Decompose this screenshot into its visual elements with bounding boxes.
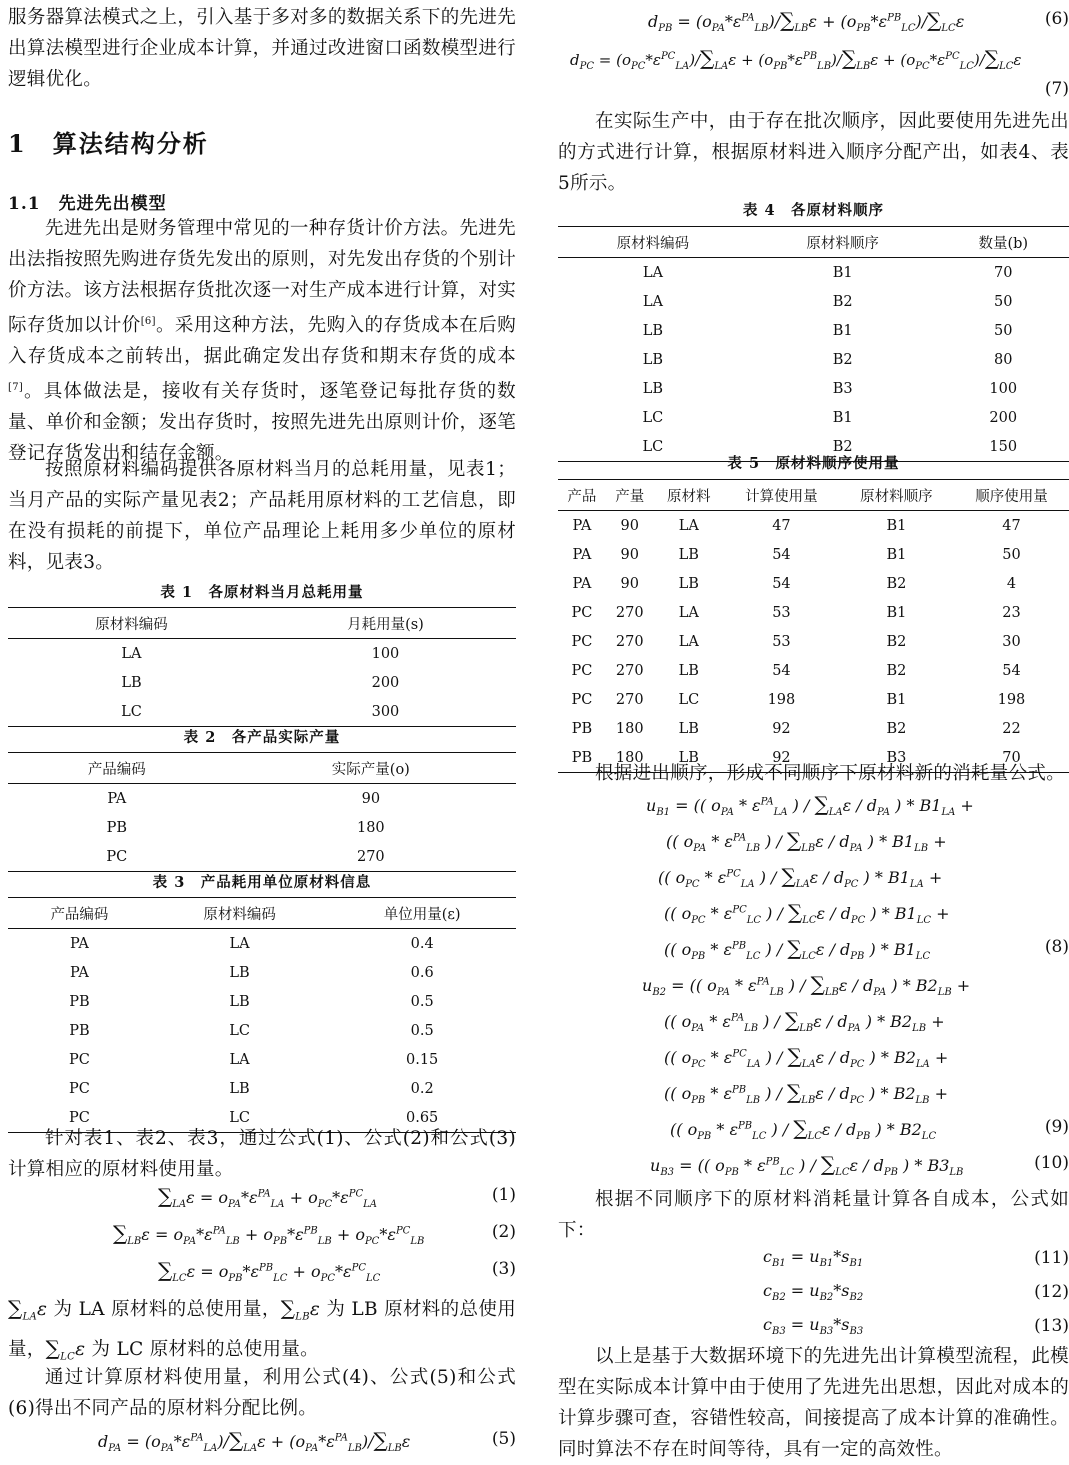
table-cell: LB — [642, 380, 664, 397]
paragraph-batch-order: 在实际生产中，由于存在批次顺序，因此要使用先进先出的方式进行计算，根据原材料进入顺序分配产出，如表4、表5所示。 — [558, 111, 1069, 194]
equation-5: $d_{PA} = (o_{PA}*\varepsilon^{PA}_{LA})/\sum_{LA}\varepsilon + (o_{PA}*\varepsilon^{PA}_{LB})/\sum_{LB}\varepsilon$ (5) — [98, 1428, 516, 1455]
table-cell: B2 — [748, 432, 938, 462]
table-cell: 90 — [361, 790, 381, 807]
table-row — [8, 784, 516, 814]
table-cell: PB — [69, 993, 90, 1010]
table-row — [8, 1074, 516, 1103]
table-cell: B1 — [886, 604, 907, 621]
table2-header: 实际产量(o) — [226, 753, 516, 784]
table-cell: 92 — [772, 720, 791, 737]
equation-9-line3: (( $o_{PC} * \varepsilon^{PC}_{LA}$ ) / $\sum_{LA}\varepsilon / d_{PC}$ ) * $B2_{LA}$ + — [664, 1044, 949, 1071]
table-cell: LA — [642, 264, 663, 281]
table-cell: LC — [678, 691, 700, 708]
table-row — [558, 540, 1069, 569]
table-cell: LA — [678, 517, 699, 534]
table-cell: PC — [8, 1103, 151, 1133]
table-row — [8, 639, 516, 669]
table2 — [8, 752, 516, 872]
table-cell: B2 — [832, 293, 853, 310]
paragraph-ratio-intro: 通过计算原材料使用量，利用公式(4)、公式(5)和公式(6)得出不同产品的原材料分配比例。 — [8, 1367, 516, 1419]
table-cell: 90 — [620, 546, 639, 563]
paragraph-fifo — [8, 213, 516, 469]
table-cell: 53 — [772, 604, 791, 621]
table-row — [8, 987, 516, 1016]
table-cell: 22 — [1002, 720, 1021, 737]
table-cell: 47 — [1002, 517, 1021, 534]
table-cell: 92 — [724, 743, 839, 773]
equation-13: $c_{B3} = u_{B3}*s_{B3}$ (13) — [763, 1315, 1069, 1338]
table5-header: 顺序使用量 — [954, 480, 1069, 511]
table-row — [558, 403, 1069, 432]
table5-header: 原材料顺序 — [839, 480, 954, 511]
table3-header: 原材料编码 — [151, 898, 328, 929]
equation-9-line1: $u_{B2}$ = (( $o_{PA} * \varepsilon^{PA}_{LB}$ ) / $\sum_{LB}\varepsilon / d_{PA}$ ) * $B2_{LB}$ + — [642, 972, 971, 999]
table-row — [558, 511, 1069, 541]
table-cell: B3 — [839, 743, 954, 773]
subsection-title: 1.1 先进先出模型 — [8, 194, 167, 214]
table-cell: 150 — [938, 432, 1069, 462]
table-cell: PB — [69, 1022, 90, 1039]
table-cell: B1 — [886, 517, 907, 534]
equation-number: (10) — [1034, 1153, 1069, 1173]
equation-number: (11) — [1034, 1248, 1069, 1268]
table-cell: 270 — [226, 842, 516, 872]
table-cell: LA — [678, 604, 699, 621]
table-cell: PB — [571, 720, 593, 737]
table3-header: 产品编码 — [8, 898, 151, 929]
table-cell: 70 — [954, 743, 1069, 773]
table3 — [8, 897, 516, 1133]
table-cell: B2 — [886, 633, 907, 650]
table-cell: PA — [572, 546, 592, 563]
table-cell: 300 — [255, 697, 516, 727]
table-cell: 90 — [620, 575, 639, 592]
citation-7: [7] — [8, 382, 24, 394]
equation-number: (6) — [1044, 9, 1069, 29]
paragraph-formula-intro: 针对表1、表2、表3，通过公式(1)、公式(2)和公式(3)计算相应的原材料使用量。 — [8, 1128, 516, 1180]
table-row — [558, 714, 1069, 743]
table-cell: 47 — [772, 517, 791, 534]
table4 — [558, 226, 1069, 462]
table-cell: LB — [229, 993, 250, 1010]
table-cell: PC — [8, 842, 226, 872]
table-cell: PB — [558, 743, 606, 773]
table-cell: 70 — [994, 264, 1013, 281]
equation-number: (9) — [1044, 1117, 1069, 1137]
table-cell: B1 — [886, 691, 907, 708]
table-row — [8, 813, 516, 842]
table-cell: B1 — [886, 546, 907, 563]
equation-number: (5) — [491, 1429, 516, 1449]
table-row — [558, 656, 1069, 685]
paragraph-fifo-part3: 。具体做法是，接收有关存货时，逐笔登记每批存货的数量、单价和金额；发出存货时，按照先进先出原则计价，逐笔登记存货发出和结存金额。 — [8, 381, 516, 465]
table-cell: 80 — [994, 351, 1013, 368]
table-row — [8, 842, 516, 872]
equation-10: $u_{B3}$ = (( $o_{PB} * \varepsilon^{PB}_{LC}$ ) / $\sum_{LC}\varepsilon / d_{PB}$ ) * $B3_{LB}$ (10) — [650, 1152, 1069, 1179]
table-cell: 50 — [994, 322, 1013, 339]
equation-9-line4: (( $o_{PB} * \varepsilon^{PB}_{LB}$ ) / $\sum_{LB}\varepsilon / d_{PC}$ ) * $B2_{LB}$ + — [664, 1080, 949, 1107]
table-cell: 54 — [1002, 662, 1021, 679]
equation-6: $d_{PB} = (o_{PA}*\varepsilon^{PA}_{LB})/\sum_{LB}\varepsilon + (o_{PB}*\varepsilon^{PB}_{LC})/\sum_{LC}\varepsilon$ (6) — [648, 8, 1069, 35]
equation-8-line1: $u_{B1}$ = (( $o_{PA} * \varepsilon^{PA}_{LA}$ ) / $\sum_{LA}\varepsilon / d_{PA}$ ) * $B1_{LA}$ + — [646, 792, 974, 819]
sum-def-la: 为 LA 原材料的总使用量， — [53, 1299, 281, 1320]
section-title: 1 算法结构分析 — [8, 129, 209, 158]
table-row — [8, 929, 516, 959]
table-cell: LB — [678, 662, 699, 679]
table-cell: PA — [69, 964, 89, 981]
table5-header: 原材料 — [654, 480, 724, 511]
table-cell: LC — [229, 1022, 250, 1039]
paragraph-conclusion: 以上是基于大数据环境下的先进先出计算模型流程，此模型在实际成本计算中由于使用了先进先出思想，因此对成本的计算步骤可查，容错性较高，间接提高了成本计算的准确性。同时算法不存在时间等待，具有一定的高效性。 — [558, 1346, 1069, 1460]
paragraph-sum-definitions: $\sum_{LA}\varepsilon$ 为 LA 原材料的总使用量，$\sum_{LB}\varepsilon$ 为 LB 原材料的总使用量，$\sum_{LC}\varepsilon$ 为 LC 原材料的总使用量。 — [8, 1296, 516, 1363]
table-cell: LB — [678, 546, 699, 563]
table-cell: LA — [642, 293, 663, 310]
table-cell: 50 — [1002, 546, 1021, 563]
table-row — [558, 258, 1069, 288]
table-row — [558, 374, 1069, 403]
equation-number: (13) — [1034, 1316, 1069, 1336]
table-cell: LB — [229, 964, 250, 981]
table-cell: 0.5 — [410, 993, 434, 1010]
table-cell: 23 — [1002, 604, 1021, 621]
equation-number: (7) — [1044, 79, 1069, 99]
table3-header: 单位用量(ε) — [328, 898, 516, 929]
table4-header: 原材料顺序 — [748, 227, 938, 258]
table-row — [8, 668, 516, 697]
table5-header: 计算使用量 — [724, 480, 839, 511]
table5-caption: 表 5 原材料顺序使用量 — [727, 455, 900, 472]
table-cell: 0.2 — [410, 1080, 434, 1097]
table-cell: 270 — [615, 691, 644, 708]
table-cell: B1 — [832, 409, 853, 426]
table-cell: 30 — [1002, 633, 1021, 650]
paragraph-fifo-part1: 先进先出是财务管理中常见的一种存货计价方法。先进先出法指按照先购进存货先发出的原则，对先发出存货的个别计价方法。该方法根据存货批次逐一对生产成本进行计算，对实际存货加以计价 — [8, 218, 516, 337]
table-cell: B2 — [886, 662, 907, 679]
table-cell: 198 — [767, 691, 796, 708]
table-cell: B3 — [832, 380, 853, 397]
table-row — [558, 627, 1069, 656]
table-cell: LB — [642, 351, 664, 368]
table-cell: PC — [571, 633, 593, 650]
table-cell: LB — [121, 674, 142, 691]
table-cell: 100 — [989, 380, 1018, 397]
table-cell: 53 — [772, 633, 791, 650]
table2-header: 产品编码 — [8, 753, 226, 784]
equation-number: (1) — [491, 1185, 516, 1205]
table-row — [8, 958, 516, 987]
table-cell: LC — [642, 409, 664, 426]
table-cell: LB — [654, 743, 724, 773]
table-row — [558, 569, 1069, 598]
equation-number: (8) — [1044, 937, 1069, 957]
table-cell: PC — [69, 1080, 90, 1097]
equation-2: $\sum_{LB}\varepsilon = o_{PA}*\varepsilon^{PA}_{LB} + o_{PB}*\varepsilon^{PB}_{LB} + o_{PC}*\varepsilon^{PC}_{LB}$ (2) — [113, 1221, 516, 1248]
table-cell: LB — [642, 322, 664, 339]
paragraph-fifo-part2: 。采用这种方法，先购入的存货成本在后购入存货成本之前转出，据此确定发出存货和期末存货的成本 — [8, 315, 517, 368]
table-cell: 180 — [606, 743, 654, 773]
table5-header: 产品 — [558, 480, 606, 511]
table-cell: LA — [229, 1051, 250, 1068]
table4-caption: 表 4 各原材料顺序 — [742, 202, 885, 219]
table-cell: LB — [678, 720, 699, 737]
table2-caption: 表 2 各产品实际产量 — [183, 729, 341, 746]
table-cell: LB — [678, 575, 699, 592]
table-cell: PA — [107, 790, 127, 807]
table1-header: 月耗用量(s) — [255, 608, 516, 639]
table-cell: PC — [571, 604, 593, 621]
table-cell: LB — [229, 1080, 250, 1097]
table-row — [558, 316, 1069, 345]
table-cell: PA — [69, 935, 89, 952]
paragraph-consumption-intro: 根据进出顺序，形成不同顺序下原材料新的消耗量公式。 — [595, 763, 1066, 784]
table-cell: 0.5 — [410, 1022, 434, 1039]
table-cell: 0.4 — [410, 935, 434, 952]
equation-1: $\sum_{LA}\varepsilon = o_{PA}*\varepsilon^{PA}_{LA} + o_{PC}*\varepsilon^{PC}_{LA}$ (1) — [158, 1184, 516, 1211]
table-cell: 180 — [615, 720, 644, 737]
table-row — [8, 1016, 516, 1045]
equation-7: $d_{PC} = (o_{PC}*\varepsilon^{PC}_{LA})/\sum_{LA}\varepsilon + (o_{PB}*\varepsilon^{PB}_{LB})/\sum_{LB}\varepsilon + (o_{PC}*\varepsilon^{PC}_{LC})/\sum_{LC}\varepsilon$ — [570, 46, 1022, 72]
equation-12: $c_{B2} = u_{B2}*s_{B2}$ (12) — [763, 1281, 1069, 1304]
table-row — [558, 685, 1069, 714]
table-row — [558, 345, 1069, 374]
table-cell: B2 — [886, 575, 907, 592]
paragraph-tables-intro: 按照原材料编码提供各原材料当月的总耗用量，见表1；当月产品的实际产量见表2；产品耗用原材料的工艺信息，即在没有损耗的前提下，单位产品理论上耗用多少单位的原材料，见表3。 — [8, 459, 516, 573]
paragraph-cost-intro: 根据不同顺序下的原材料消耗量计算各自成本，公式如下： — [558, 1189, 1069, 1241]
table4-header: 数量(b) — [938, 227, 1069, 258]
table-cell: LA — [678, 633, 699, 650]
table-cell: 50 — [994, 293, 1013, 310]
table-cell: 4 — [1006, 575, 1017, 592]
table-cell: 270 — [615, 662, 644, 679]
table-cell: 90 — [620, 517, 639, 534]
equation-3: $\sum_{LC}\varepsilon = o_{PB}*\varepsilon^{PB}_{LC} + o_{PC}*\varepsilon^{PC}_{LC}$ (3) — [158, 1258, 516, 1285]
table-cell: LC — [151, 1103, 328, 1133]
table-cell: PC — [571, 691, 593, 708]
table-row — [8, 1045, 516, 1074]
sum-def-lc: 为 LC 原材料的总使用量。 — [91, 1338, 319, 1360]
table-cell: B2 — [886, 720, 907, 737]
table-cell: PC — [69, 1051, 90, 1068]
table-cell: PA — [572, 517, 592, 534]
table-cell: 0.6 — [410, 964, 434, 981]
table-cell: 54 — [772, 575, 791, 592]
equation-8-line3: (( $o_{PC} * \varepsilon^{PC}_{LA}$ ) / $\sum_{LA}\varepsilon / d_{PC}$ ) * $B1_{LA}$ + — [658, 864, 943, 891]
table-cell: LC — [558, 432, 748, 462]
table1 — [8, 607, 516, 727]
table-cell: 200 — [989, 409, 1018, 426]
table5 — [558, 479, 1069, 773]
table-cell: B2 — [832, 351, 853, 368]
table4-header: 原材料编码 — [558, 227, 748, 258]
table3-caption: 表 3 产品耗用单位原材料信息 — [152, 874, 372, 891]
table-cell: PA — [572, 575, 592, 592]
table-cell: 0.15 — [405, 1051, 439, 1068]
sum-def-lb: 为 LB 原材料的总使用量， — [8, 1299, 516, 1360]
table-cell: 200 — [371, 674, 400, 691]
equation-11: $c_{B1} = u_{B1}*s_{B1}$ (11) — [763, 1247, 1069, 1270]
table-cell: B1 — [832, 322, 853, 339]
table-cell: LA — [121, 645, 142, 662]
table-cell: 270 — [615, 604, 644, 621]
intro-paragraph: 服务器算法模式之上，引入基于多对多的数据关系下的先进先出算法模型进行企业成本计算，并通过改进窗口函数模型进行逻辑优化。 — [8, 7, 516, 90]
table-row — [558, 287, 1069, 316]
equation-number: (2) — [491, 1222, 516, 1242]
table-cell: LA — [229, 935, 250, 952]
table-cell: 198 — [997, 691, 1026, 708]
table-row — [558, 598, 1069, 627]
equation-8-line2: (( $o_{PA} * \varepsilon^{PA}_{LB}$ ) / $\sum_{LB}\varepsilon / d_{PA}$ ) * $B1_{LB}$ + — [666, 828, 947, 855]
table1-caption: 表 1 各原材料当月总耗用量 — [160, 584, 364, 601]
table-cell: PC — [571, 662, 593, 679]
table-cell: 180 — [356, 819, 385, 836]
table-cell: 0.65 — [328, 1103, 516, 1133]
table-cell: 270 — [615, 633, 644, 650]
equation-8-line4: (( $o_{PC} * \varepsilon^{PC}_{LC}$ ) / $\sum_{LC}\varepsilon / d_{PC}$ ) * $B1_{LC}$ + — [664, 900, 950, 927]
equation-7-number-row — [558, 74, 1069, 108]
table-cell: LC — [8, 697, 255, 727]
equation-8-line5: (( $o_{PB} * \varepsilon^{PB}_{LC}$ ) / $\sum_{LC}\varepsilon / d_{PB}$ ) * $B1_{LC}$ (8) — [664, 936, 1069, 963]
table5-header: 产量 — [606, 480, 654, 511]
table1-header: 原材料编码 — [8, 608, 255, 639]
citation-6: [6] — [140, 316, 156, 327]
equation-9-line2: (( $o_{PA} * \varepsilon^{PA}_{LB}$ ) / $\sum_{LB}\varepsilon / d_{PA}$ ) * $B2_{LB}$ + — [664, 1008, 945, 1035]
table-cell: 54 — [772, 662, 791, 679]
table-cell: B1 — [832, 264, 853, 281]
equation-9-line5: (( $o_{PB} * \varepsilon^{PB}_{LC}$ ) / $\sum_{LC}\varepsilon / d_{PB}$ ) * $B2_{LC}$ (9) — [670, 1116, 1069, 1143]
equation-number: (12) — [1034, 1282, 1069, 1302]
table-cell: 100 — [371, 645, 400, 662]
table-row — [8, 697, 516, 727]
table-cell: 54 — [772, 546, 791, 563]
equation-number: (3) — [491, 1259, 516, 1279]
table-cell: PB — [106, 819, 128, 836]
